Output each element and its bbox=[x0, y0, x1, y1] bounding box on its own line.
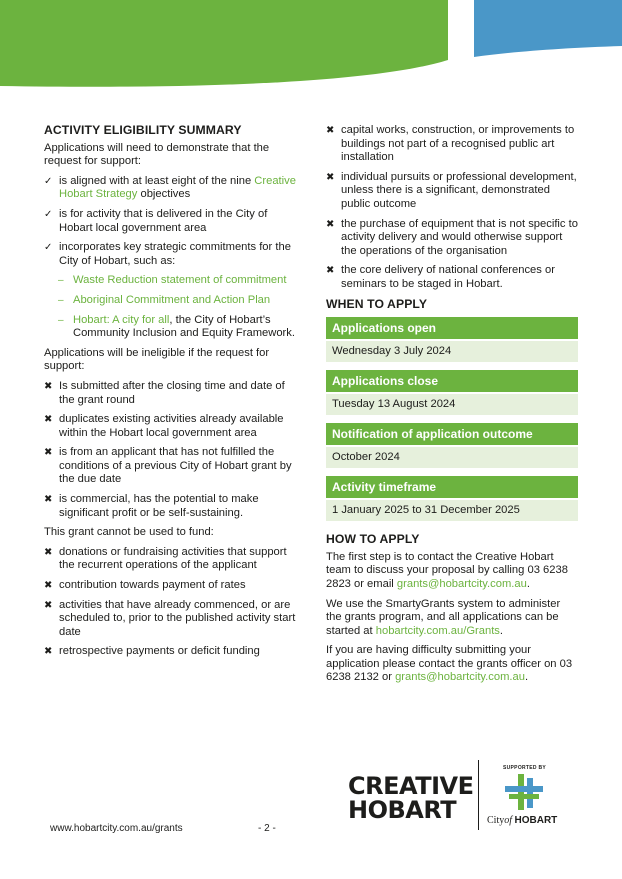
cross-icon: ✖ bbox=[44, 580, 53, 592]
supported-by-label: SUPPORTED BY bbox=[503, 765, 547, 771]
eligibility-item: ✓ incorporates key strategic commitments for the City of Hobart, such as: bbox=[44, 241, 291, 267]
notification-value: October 2024 bbox=[326, 447, 578, 468]
logo-divider bbox=[478, 760, 479, 830]
check-icon: ✓ bbox=[44, 242, 53, 254]
applications-close-box bbox=[326, 370, 578, 415]
green-wave bbox=[0, 0, 448, 87]
cross-icon: ✖ bbox=[326, 171, 335, 183]
grants-website-link[interactable]: hobartcity.com.au/Grants bbox=[375, 624, 500, 637]
cannot-fund-item: ✖ individual pursuits or professional development, unless there is a significant, demonstrated public outcome bbox=[326, 170, 577, 210]
applications-open-box bbox=[326, 317, 578, 362]
logo-line-hobart: HOBART bbox=[348, 796, 457, 824]
ineligible-item: ✖ is commercial, has the potential to make significant profit or be self-sustaining. bbox=[44, 493, 259, 519]
cross-icon: ✖ bbox=[44, 494, 53, 506]
cannot-fund-item: ✖ activities that have already commenced, or are scheduled to, prior to the published activity start date bbox=[44, 598, 296, 638]
check-icon: ✓ bbox=[44, 175, 53, 187]
cross-icon: ✖ bbox=[326, 218, 335, 230]
commitment-item bbox=[44, 274, 296, 288]
check-icon: ✓ bbox=[44, 208, 53, 220]
eligibility-item: ✓ is for activity that is delivered in the City of Hobart local government area bbox=[44, 207, 268, 234]
cross-icon: ✖ bbox=[44, 546, 53, 558]
when-to-apply-heading: WHEN TO APPLY bbox=[326, 296, 428, 311]
notification-title: Notification of application outcome bbox=[326, 423, 578, 445]
cross-icon: ✖ bbox=[44, 646, 53, 658]
activity-timeframe-value: 1 January 2025 to 31 December 2025 bbox=[326, 500, 578, 521]
ineligible-item: ✖ duplicates existing activities already available within the Hobart local government area bbox=[44, 413, 284, 439]
waste-reduction-link[interactable]: Waste Reduction statement of commitment bbox=[73, 274, 287, 287]
city-of-hobart-wordmark: Cityof HOBART bbox=[487, 815, 558, 826]
cross-icon: ✖ bbox=[44, 599, 53, 611]
ineligible-item: ✖ Is submitted after the closing time and date of the grant round bbox=[44, 379, 285, 406]
eligibility-intro: Applications will need to demonstrate that the request for support: bbox=[44, 141, 270, 168]
how-paragraph-2: We use the SmartyGrants system to administer the grants program, and all applications can be started at hobartcity.com.au/Grants. bbox=[326, 597, 561, 637]
commitment-item: – Hobart: A city for all, the City of Hobart’s Community Inclusion and Equity Framework. bbox=[58, 313, 295, 340]
footer-url[interactable]: www.hobartcity.com.au/grants bbox=[50, 823, 183, 834]
city-of-hobart-icon bbox=[505, 774, 543, 810]
cannot-fund-intro: This grant cannot be used to fund: bbox=[44, 526, 214, 539]
ineligible-intro: Applications will be ineligible if the request for support: bbox=[44, 346, 270, 373]
cross-icon: ✖ bbox=[44, 380, 53, 392]
left-column bbox=[44, 124, 296, 665]
header-wave-graphic bbox=[0, 0, 622, 95]
grants-email-link[interactable]: grants@hobartcity.com.au bbox=[396, 577, 527, 590]
cross-icon: ✖ bbox=[326, 265, 335, 277]
notification-box bbox=[326, 423, 578, 468]
applications-open-title: Applications open bbox=[326, 317, 578, 339]
cannot-fund-item: ✖ the purchase of equipment that is not specific to activity delivery and would otherwise support the operations of the organisation bbox=[326, 217, 578, 257]
how-to-apply-heading: HOW TO APPLY bbox=[326, 532, 420, 547]
cannot-fund-list-continued bbox=[326, 124, 578, 292]
dash-icon: – bbox=[58, 275, 64, 287]
ineligible-list bbox=[44, 380, 296, 520]
applications-close-title: Applications close bbox=[326, 370, 578, 392]
cannot-fund-item: ✖ donations or fundraising activities that support the recurrent operations of the applicant bbox=[44, 545, 287, 572]
commitment-item bbox=[44, 294, 296, 308]
cannot-fund-item: ✖ the core delivery of national conferences or seminars to be staged in Hobart. bbox=[326, 264, 555, 290]
activity-timeframe-title: Activity timeframe bbox=[326, 476, 578, 498]
applications-open-value: Wednesday 3 July 2024 bbox=[326, 341, 578, 362]
dash-icon: – bbox=[58, 314, 64, 326]
aboriginal-commitment-link[interactable]: Aboriginal Commitment and Action Plan bbox=[73, 293, 271, 306]
cross-icon: ✖ bbox=[44, 447, 53, 459]
cannot-fund-item: ✖ contribution towards payment of rates bbox=[44, 579, 246, 592]
cannot-fund-list bbox=[44, 546, 296, 659]
logo-line-creative: CREATIVE bbox=[348, 772, 474, 800]
creative-hobart-logo bbox=[348, 772, 474, 824]
how-paragraph-1: The first step is to contact the Creative Hobart team to discuss your proposal by calling 03 6238 2823 or email grants@hobartcity.com.au. bbox=[326, 550, 568, 590]
dash-icon: – bbox=[58, 294, 64, 306]
cross-icon: ✖ bbox=[326, 125, 335, 136]
ineligible-item: ✖ is from an applicant that has not fulfilled the conditions of a previous City of Hobart grant by the due date bbox=[44, 446, 292, 486]
eligibility-item: ✓ is aligned with at least eight of the nine Creative Hobart Strategy objectives bbox=[44, 174, 296, 201]
right-column bbox=[326, 124, 578, 691]
eligibility-heading: ACTIVITY ELIGIBILITY SUMMARY bbox=[44, 123, 242, 137]
activity-timeframe-box bbox=[326, 476, 578, 521]
blue-wave bbox=[474, 0, 622, 57]
how-paragraph-3: If you are having difficulty submitting your application please contact the grants officer on 03 6238 2132 or grants@hobartcity.com.au. bbox=[326, 644, 573, 684]
cross-icon: ✖ bbox=[44, 414, 53, 426]
commitments-list bbox=[44, 274, 296, 340]
city-for-all-link[interactable]: Hobart: A city for all bbox=[73, 313, 170, 326]
cannot-fund-item: ✖ retrospective payments or deficit funding bbox=[44, 645, 260, 658]
page-number: - 2 - bbox=[258, 823, 276, 834]
applications-close-value: Tuesday 13 August 2024 bbox=[326, 394, 578, 415]
cannot-fund-item: ✖ capital works, construction, or improvements to buildings not part of a recognised public art installation bbox=[326, 124, 575, 164]
strategy-link[interactable]: Creative Hobart Strategy bbox=[59, 174, 296, 201]
eligibility-list bbox=[44, 175, 296, 269]
grants-officer-email-link[interactable]: grants@hobartcity.com.au bbox=[395, 671, 525, 684]
